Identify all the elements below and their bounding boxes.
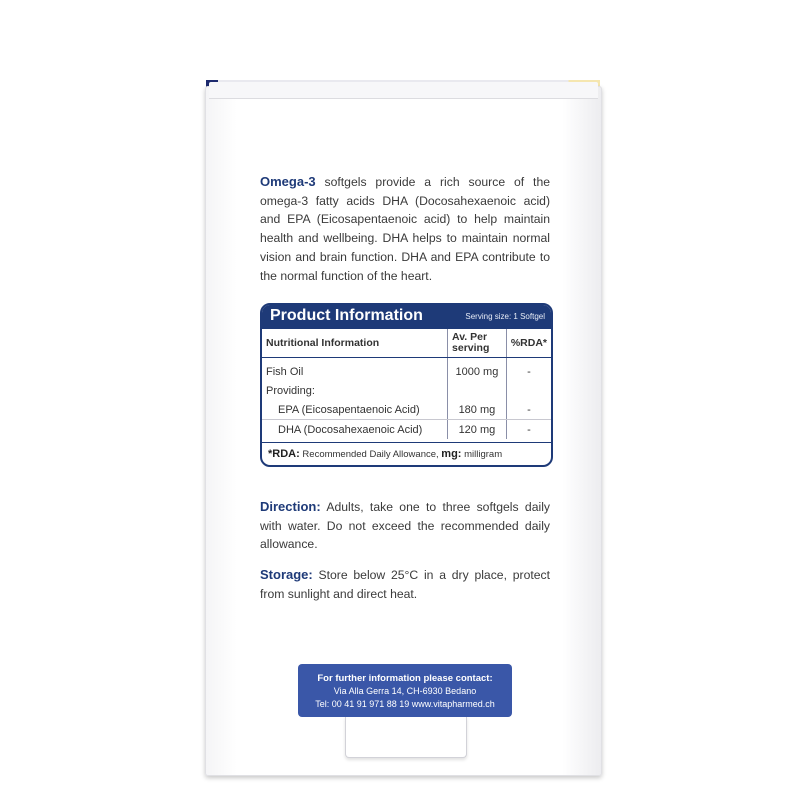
row-name: DHA (Docosahexaenoic Acid) [278,423,423,436]
intro-paragraph [260,173,550,285]
box-top-flap [209,82,598,99]
row-rda [506,381,551,400]
storage-text: Store below 25°C in a dry place, protect from sunlight and direct heat. [260,568,550,601]
mg-text: milligram [461,449,503,460]
table-row [262,358,551,382]
rda-text: Recommended Daily Allowance, [299,449,442,460]
header-av-per-line1: Av. Per [452,331,488,343]
serving-size: Serving size: 1 Softgel [465,312,545,321]
table-row [262,381,551,400]
brand-name: Omega-3 [260,174,316,189]
row-rda: - [527,423,531,436]
nutrition-table [262,329,551,439]
row-name: Providing: [266,384,315,397]
direction-text: Adults, take one to three softgels daily with water. Do not exceed the recommended daily allowance. [260,500,550,552]
panel-title: Product Information [270,307,423,324]
product-information-panel [260,303,553,467]
row-rda: - [506,400,551,420]
row-amount: 120 mg [448,420,507,440]
contact-phone-web: Tel: 00 41 91 971 88 19 www.vitapharmed.ch [315,699,495,709]
contact-box [298,664,512,717]
row-amount: 1000 mg [448,358,507,382]
mg-label: mg: [441,448,462,460]
table-row [262,420,551,440]
contact-title: For further information please contact: [317,673,493,684]
intro-text: softgels provide a rich source of the omega-3 fatty acids DHA (Docosahexaenoic acid) and EPA (Eicosapentaenoic acid) to help maintain health and wellbeing. DHA helps to maintain normal vision and brain function. DHA and EPA contribute to the normal function of the heart. [260,175,550,283]
row-amount [448,381,507,400]
row-name: EPA (Eicosapentaenoic Acid) [262,400,448,420]
header-av-per-serving [448,329,507,358]
direction-label: Direction: [260,499,321,514]
header-nutritional: Nutritional Information [262,329,448,358]
row-rda: - [527,365,531,378]
panel-footnote [262,442,551,465]
panel-header [262,305,551,329]
contact-address: Via Alla Gerra 14, CH-6930 Bedano [333,686,477,696]
row-amount: 180 mg [448,400,507,420]
box-tuck-tab [345,717,467,758]
table-header-row [262,329,551,358]
header-av-per-line2: serving [452,342,490,354]
direction-paragraph [260,498,550,554]
table-row [262,400,551,420]
rda-label: *RDA: [268,448,300,460]
header-rda: %RDA* [506,329,551,358]
storage-paragraph [260,566,550,603]
row-name: Fish Oil [266,365,304,378]
storage-label: Storage: [260,567,313,582]
